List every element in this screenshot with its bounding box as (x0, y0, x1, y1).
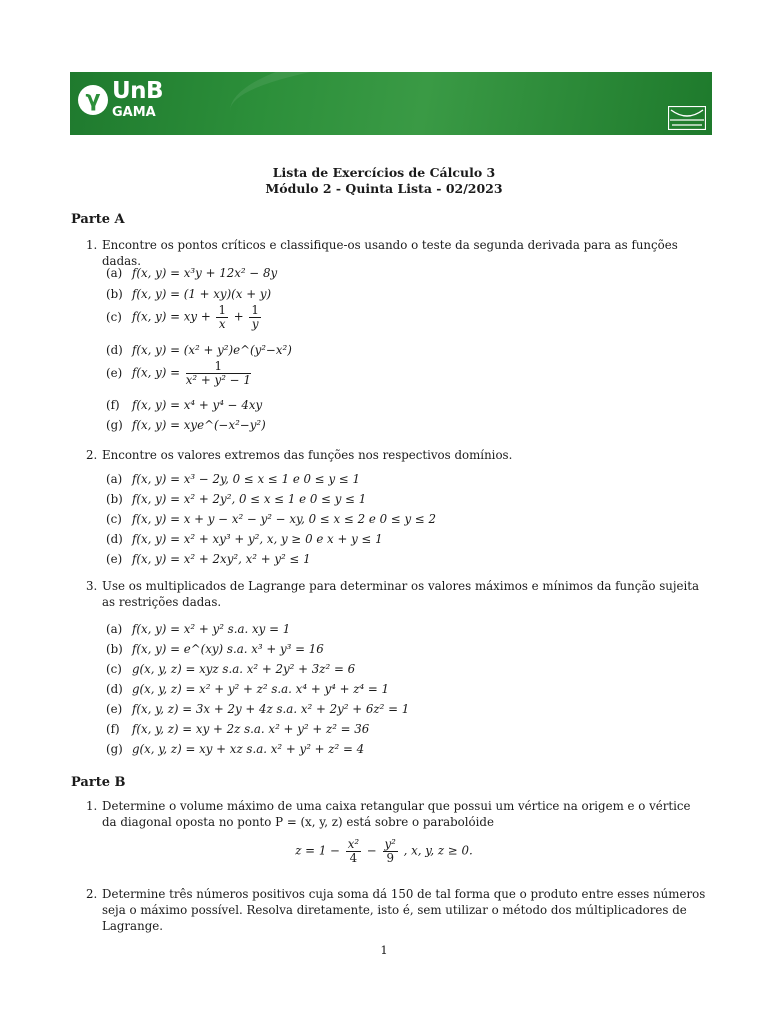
question-text: Encontre os pontos críticos e classifique-os usando o teste da segunda derivada para as funções dadas. (102, 238, 678, 268)
question-number: 2. (86, 887, 98, 901)
list-item: (a) f(x, y) = x³ − 2y, 0 ≤ x ≤ 1 e 0 ≤ y ≤ 1 (106, 472, 360, 486)
paraboloid-equation: z = 1 − $\frac{\text{x²}}{4}$ − $\frac{\text{y²}}{9}$ , x, y, z ≥ 0. (295, 837, 473, 865)
list-item: (b) f(x, y) = (1 + xy)(x + y) (106, 287, 272, 301)
list-item: (c) f(x, y) = x + y − x² − y² − xy, 0 ≤ x ≤ 2 e 0 ≤ y ≤ 2 (106, 512, 437, 526)
list-item: (c) g(x, y, z) = xyz s.a. x² + 2y² + 3z² = 6 (106, 662, 356, 676)
list-item: (a) f(x, y) = x² + y² s.a. xy = 1 (106, 622, 291, 636)
list-item: (e) f(x, y) = x² + 2xy², x² + y² ≤ 1 (106, 552, 311, 566)
list-item: (a) f(x, y) = x³y + 12x² − 8y (106, 266, 278, 280)
list-item: (d) f(x, y) = x² + xy³ + y², x, y ≥ 0 e x + y ≤ 1 (106, 532, 383, 546)
section-heading-part-a: Parte A (71, 212, 125, 227)
list-item: (f) f(x, y) = x⁴ + y⁴ − 4xy (106, 398, 263, 412)
question-text: Encontre os valores extremos das funções nos respectivos domínios. (102, 448, 513, 462)
list-item: (f) f(x, y, z) = xy + 2z s.a. x² + y² + z² = 36 (106, 722, 370, 736)
list-item: (e) f(x, y) = $\frac{1}{\text{x² + y² − 1}}$ (106, 359, 251, 387)
page-number: 1 (380, 943, 388, 957)
document-title: Lista de Exercícios de Cálculo 3 (272, 165, 496, 180)
question-b1 (86, 798, 706, 830)
list-item: (g) f(x, y) = xye^(−x²−y²) (106, 418, 266, 432)
list-item: (b) f(x, y) = x² + 2y², 0 ≤ x ≤ 1 e 0 ≤ y ≤ 1 (106, 492, 367, 506)
question-number: 1. (86, 799, 98, 813)
list-item: (d) g(x, y, z) = x² + y² + z² s.a. x⁴ + y⁴ + z⁴ = 1 (106, 682, 390, 696)
question-number: 1. (86, 238, 98, 252)
question-text: Use os multiplicados de Lagrange para determinar os valores máximos e mínimos da função sujeita as restrições dadas. (102, 579, 700, 609)
unb-logo-icon: γ (78, 85, 108, 115)
logo-subtext: GAMA (112, 105, 156, 120)
list-item: (d) f(x, y) = (x² + y²)e^(y²−x²) (106, 343, 292, 357)
question-a1 (86, 237, 706, 269)
banner-decoration (230, 72, 712, 135)
question-text: Determine três números positivos cuja soma dá 150 de tal forma que o produto entre esses números seja o máximo possível. Resolva diretamente, isto é, sem utilizar o método dos múltiplicadores de Lagrange. (102, 887, 706, 933)
question-number: 3. (86, 579, 98, 593)
list-item: (g) g(x, y, z) = xy + xz s.a. x² + y² + z² = 4 (106, 742, 365, 756)
list-item: (c) f(x, y) = xy + $\frac{1}{x}$ + $\frac{1}{y}$ (106, 303, 259, 331)
unb-emblem-icon (668, 106, 706, 130)
logo-text: UnB (112, 78, 164, 104)
question-number: 2. (86, 448, 98, 462)
list-item: (b) f(x, y) = e^(xy) s.a. x³ + y³ = 16 (106, 642, 324, 656)
section-heading-part-b: Parte B (71, 775, 126, 790)
question-a3 (86, 578, 706, 610)
list-item: (e) f(x, y, z) = 3x + 2y + 4z s.a. x² + 2y² + 6z² = 1 (106, 702, 410, 716)
question-a2 (86, 447, 706, 463)
question-b2 (86, 886, 706, 934)
document-subtitle: Módulo 2 - Quinta Lista - 02/2023 (265, 181, 503, 196)
question-text: Determine o volume máximo de uma caixa retangular que possui um vértice na origem e o vértice da diagonal oposta no ponto P = (x, y, z) está sobre o parabolóide (102, 799, 691, 829)
header-banner (70, 72, 712, 135)
